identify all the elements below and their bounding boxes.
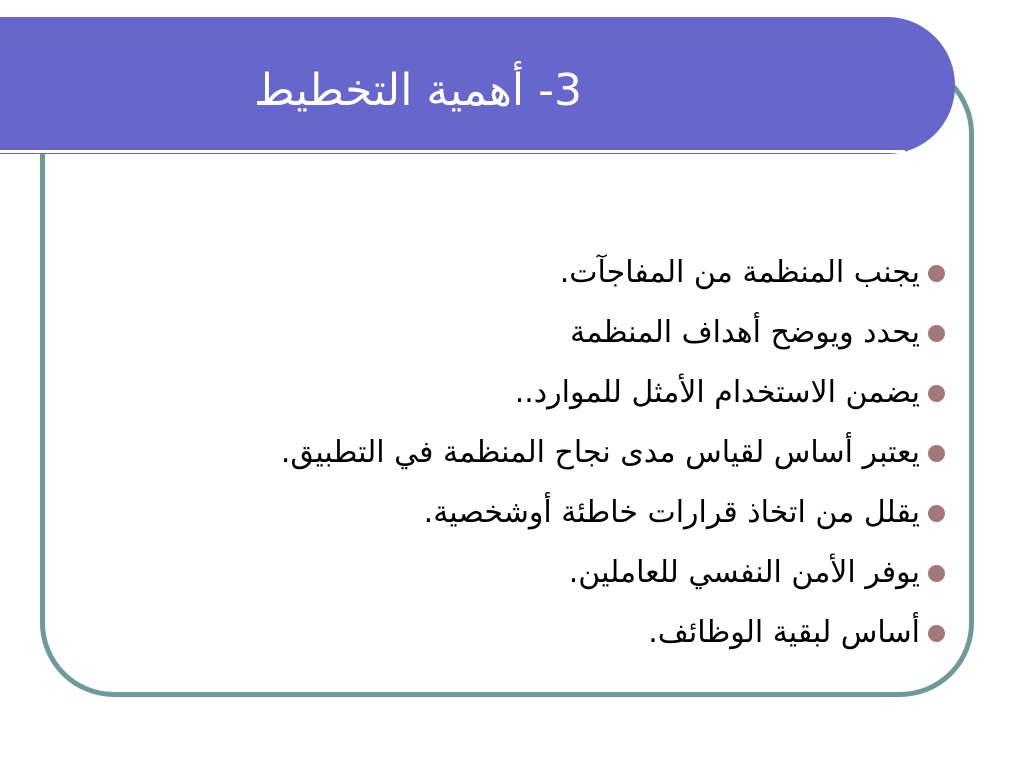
bullet-item-4 [90,423,945,483]
round-bullet-icon [928,325,945,342]
bullet-text-6: يوفر الأمن النفسي للعاملين. [568,555,920,590]
round-bullet-icon [928,445,945,462]
slide-title: 3- أهمية التخطيط [253,65,582,116]
bullet-item-2 [90,303,945,363]
bullet-item-6 [90,543,945,603]
bullet-text-7: أساس لبقية الوظائف. [648,615,920,650]
bullet-text-2: يحدد ويوضح أهداف المنظمة [570,315,920,350]
bullet-text-3: يضمن الاستخدام الأمثل للموارد.. [514,375,920,410]
bullet-item-5 [90,483,945,543]
round-bullet-icon [928,265,945,282]
bullet-text-4: يعتبر أساس لقياس مدى نجاح المنظمة في التطبيق. [280,435,920,470]
bullet-list [90,243,945,663]
round-bullet-icon [928,505,945,522]
bullet-item-1 [90,243,945,303]
bullet-item-7 [90,603,945,663]
round-bullet-icon [928,565,945,582]
title-bar [0,17,955,154]
round-bullet-icon [928,625,945,642]
title-underline [0,150,905,153]
round-bullet-icon [928,385,945,402]
bullet-text-5: يقلل من اتخاذ قرارات خاطئة أوشخصية. [423,495,920,530]
bullet-text-1: يجنب المنظمة من المفاجآت. [559,255,920,290]
bullet-item-3 [90,363,945,423]
